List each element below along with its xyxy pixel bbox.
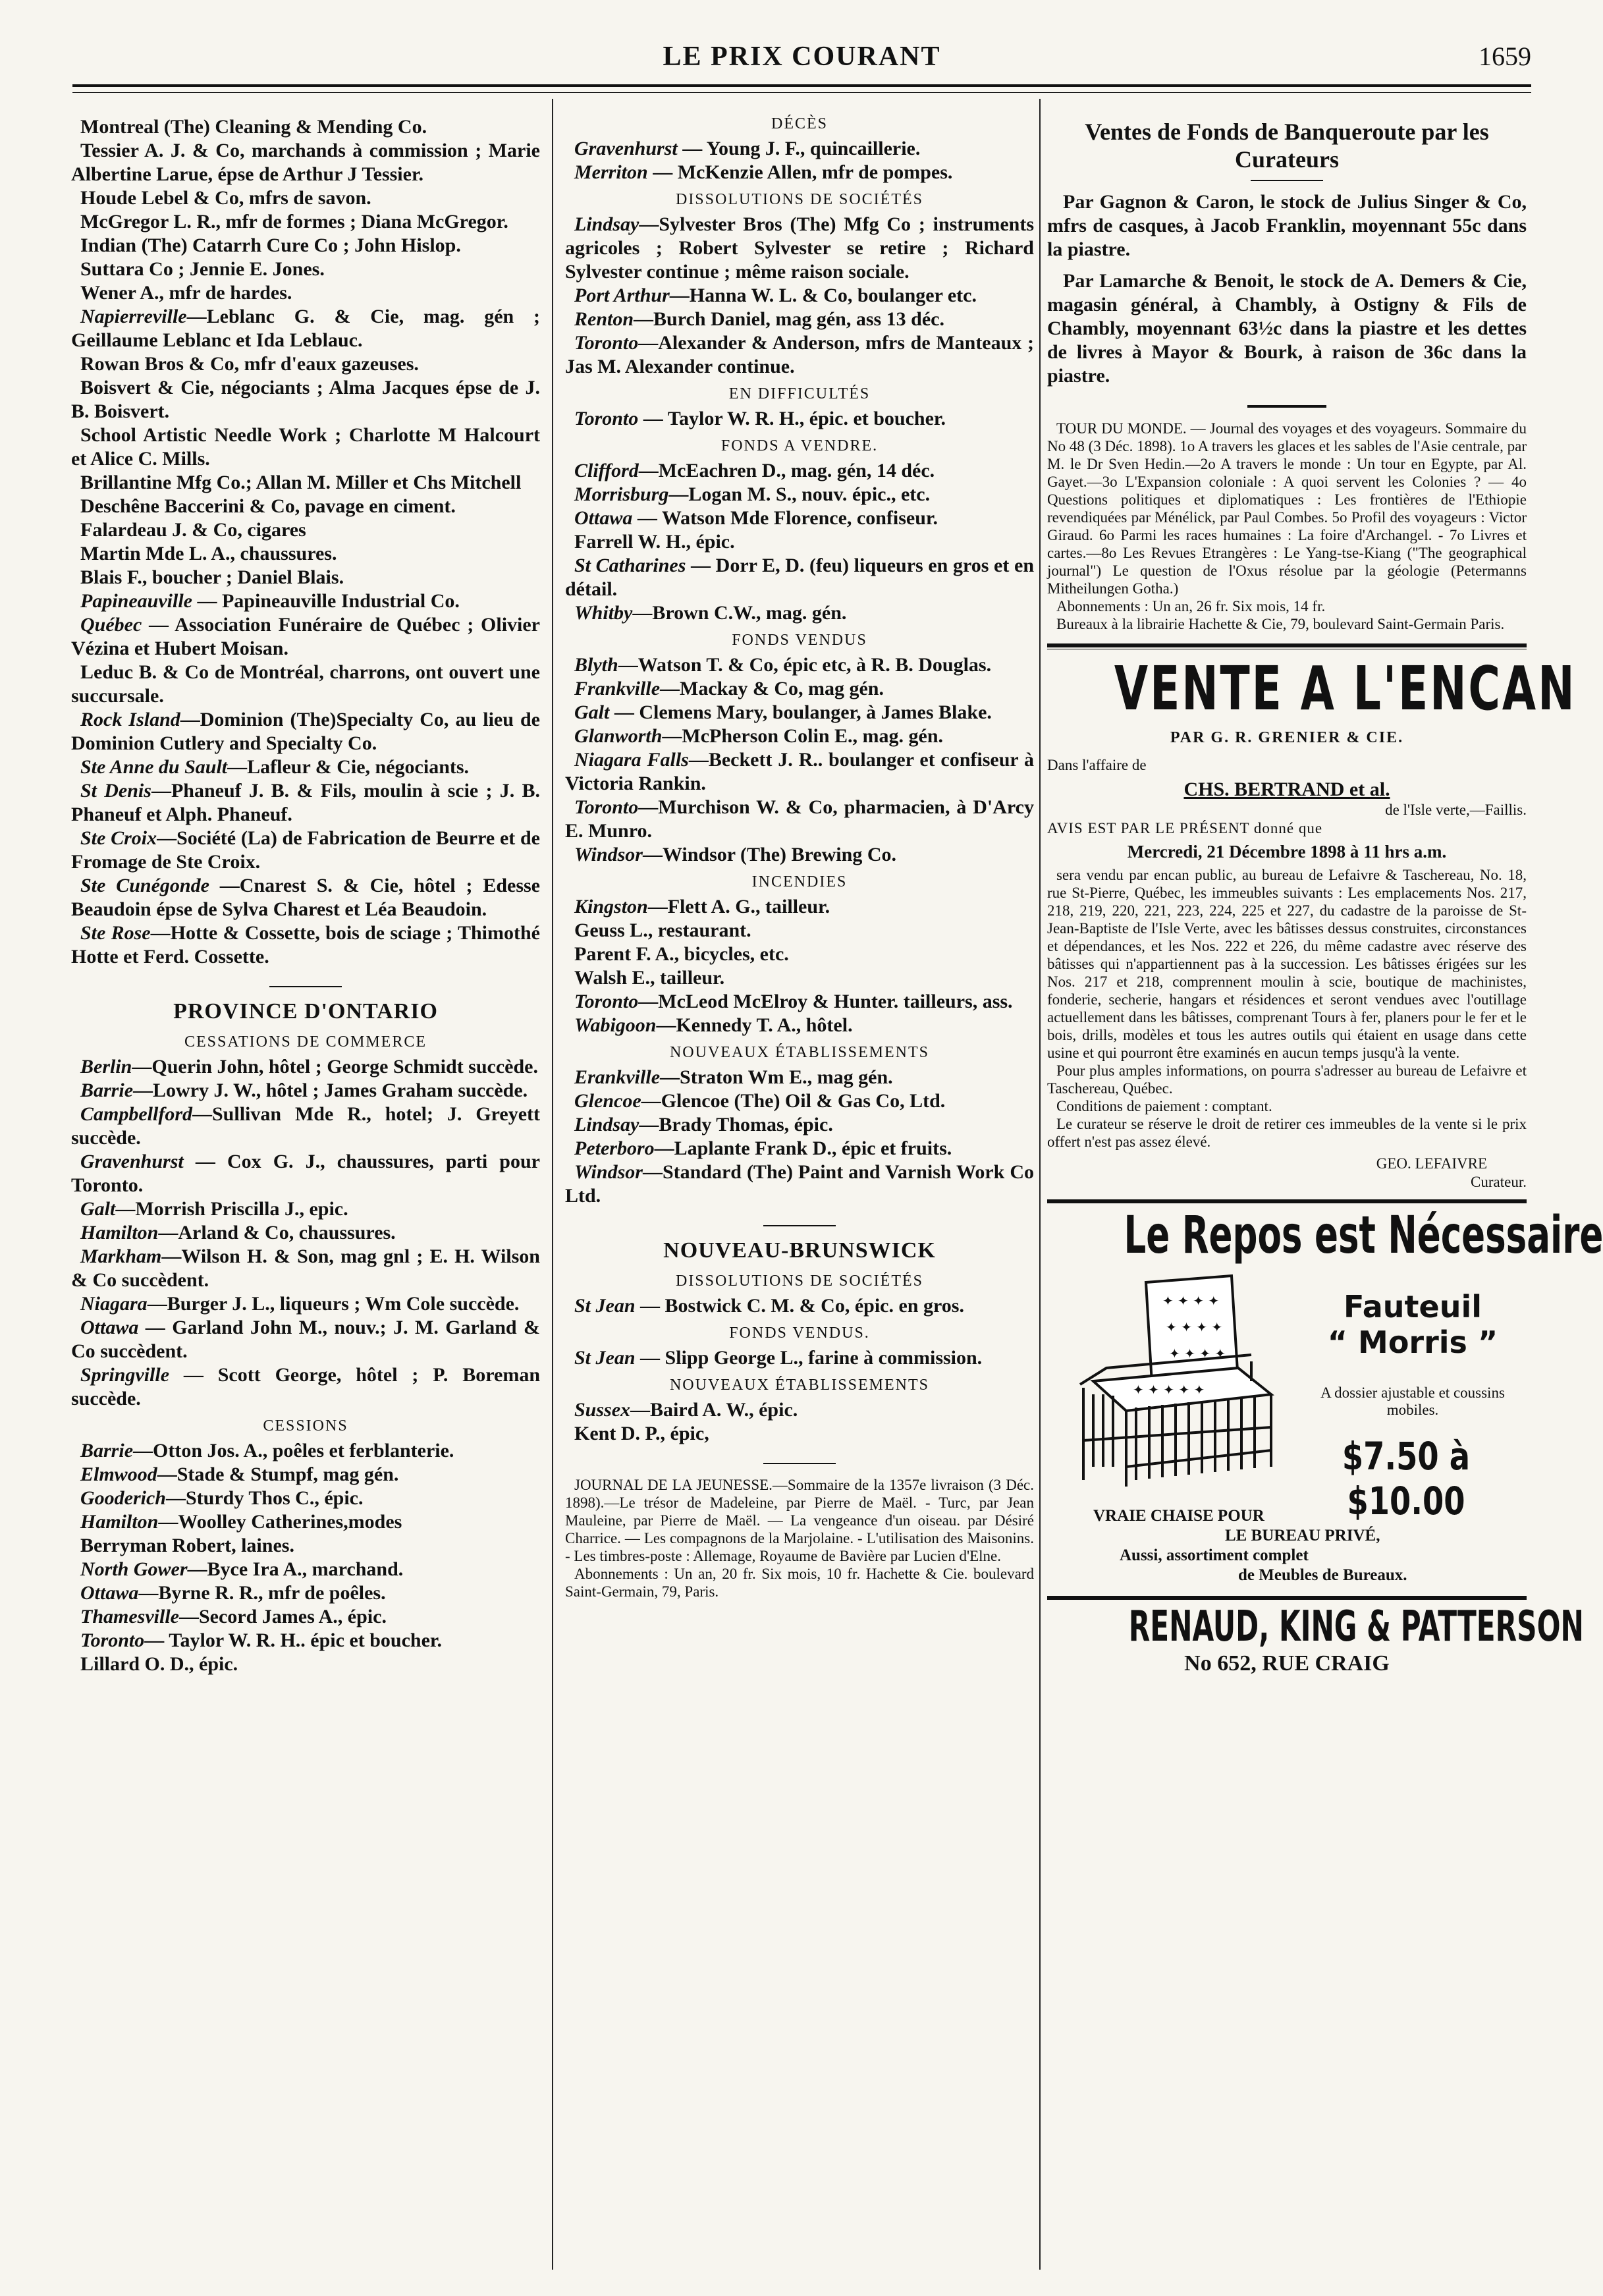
place-name: Niagara Falls [574,749,689,771]
tour-du-monde-notice [1047,420,1527,633]
list-item [565,843,1034,867]
list-item [71,1150,540,1197]
list-item [71,1439,540,1463]
encan-dans: Dans l'affaire de [1047,757,1147,773]
entry-text: —Murchison W. & Co, pharmacien, à D'Arcy E. Munro. [565,796,1034,842]
company-name: RENAUD, KING & PATTERSON [1128,1602,1584,1651]
entry-text: —Lafleur & Cie, négociants. [227,756,470,778]
list-item [71,589,540,613]
list-item [565,1161,1034,1208]
list-item [71,1463,540,1487]
list-item [71,1605,540,1629]
subsection-title: FONDS VENDUS [732,632,867,649]
place-name: Gravenhurst [574,138,678,159]
dissolutions-list [565,213,1034,379]
list-item [71,1079,540,1103]
list-item [71,1245,540,1292]
entry-text: —Sylvester Bros (The) Mfg Co ; instruments agricoles ; Robert Sylvester se retire ; Richard Sylvester continue ; même raison sociale. [565,213,1034,283]
entry-text: Brillantine Mfg Co.; Allan M. Miller et Chs Mitchell [80,472,522,493]
place-name: Peterboro [574,1137,655,1159]
place-name: Hamilton [80,1222,159,1244]
column-divider [1039,99,1041,2270]
entry-text: —Dominion (The)Specialty Co, au lieu de Dominion Cutlery and Specialty Co. [71,709,540,754]
place-name: Ste Rose [80,922,151,944]
place-name: Lindsay [574,1114,639,1135]
list-item [565,724,1034,748]
place-name: Merriton [574,161,648,183]
section-title: NOUVEAU-BRUNSWICK [663,1238,936,1263]
encan-role: Curateur. [1471,1174,1527,1190]
vente-paragraph: Par Lamarche & Benoit, le stock de A. Demers & Cie, magasin général, à Chambly, à Ostigny & Fils de Chambly, moyennant 63½c dans la piastre et les dettes de livres à Mayor & Bourk, à raison de 36c dans la piastre. [1047,270,1527,387]
fonds-vendus-list [565,653,1034,867]
place-name: Ottawa [80,1317,139,1338]
header-rule [72,84,1531,87]
nouveaux-list [565,1066,1034,1208]
list-item [71,566,540,589]
entry-text: —Wilson H. & Son, mag gnl ; E. H. Wilson & Co succèdent. [71,1245,540,1291]
list-item [565,554,1034,601]
list-item [71,352,540,376]
svg-text:✦ ✦ ✦ ✦: ✦ ✦ ✦ ✦ [1169,1346,1226,1361]
place-name: Wabigoon [574,1014,657,1036]
entry-text: —Brady Thomas, épic. [639,1114,833,1135]
entry-text: —Straton Wm E., mag gén. [660,1066,893,1088]
entry-text: — Papineauville Industrial Co. [192,590,460,612]
difficultes-list [565,407,1034,431]
entry-text: —Morrish Priscilla J., epic. [115,1198,348,1220]
entry-text: Geuss L., restaurant. [574,919,751,941]
entry-text: Lillard O. D., épic. [80,1653,238,1675]
incendies-list [565,895,1034,1037]
entry-text: Deschêne Baccerini & Co, pavage en ciment. [80,495,456,517]
entry-text: —Sturdy Thos C., épic. [166,1487,364,1509]
cessions-list [71,1439,540,1676]
place-name: Ottawa [574,507,633,529]
list-item [71,1316,540,1363]
place-name: Toronto [574,408,639,429]
entry-text: — Young J. F., quincaillerie. [677,138,921,159]
entry-text: —Mackay & Co, mag gén. [660,678,884,699]
entry-text: — Dorr E, D. (feu) liqueurs en gros et en détail. [565,555,1035,600]
section-rule [763,1463,836,1464]
place-name: Hamilton [80,1511,159,1533]
encan-conditions: Conditions de paiement : comptant. [1056,1098,1272,1114]
place-name: Barrie [80,1080,134,1101]
list-item [565,1066,1034,1089]
column-2 [565,115,1034,2270]
encan-title: VENTE A L'ENCAN [1114,653,1577,724]
list-item [71,613,540,661]
place-name: Sussex [574,1399,631,1421]
list-item [71,376,540,424]
list-item [71,1581,540,1605]
entry-text: — Watson Mde Florence, confiseur. [632,507,938,529]
fauteuil-word: Fauteuil [1344,1289,1482,1325]
place-name: Blyth [574,654,618,676]
place-name: Lindsay [574,213,639,235]
subsection-title: CESSIONS [263,1417,348,1435]
entry-text: —Burger J. L., liqueurs ; Wm Cole succède. [147,1293,520,1315]
encan-avis: AVIS EST PAR LE PRÉSENT donné que [1047,820,1323,836]
entry-text: Parent F. A., bicycles, etc. [574,943,789,965]
subsection-title: NOUVEAUX ÉTABLISSEMENTS [669,1044,930,1061]
list-item [565,966,1034,990]
assortiment-line-2: de Meubles de Bureaux. [1238,1566,1407,1584]
subsection-title: NOUVEAUX ÉTABLISSEMENTS [669,1377,930,1394]
entry-text: — Bostwick C. M. & Co, épic. en gros. [635,1295,964,1317]
column-3 [1047,115,1603,2270]
list-item [565,213,1034,284]
place-name: Toronto [574,332,639,354]
place-name: Toronto [574,991,639,1012]
place-name: Niagara [80,1293,148,1315]
vente-paragraph: Par Gagnon & Caron, le stock de Julius Singer & Co, mfrs de casques, à Jacob Franklin, moyennant 55c dans la piastre. [1047,191,1527,260]
entry-text: Leduc B. & Co de Montréal, charrons, ont ouvert une succursale. [71,661,540,707]
list-item [565,701,1034,724]
list-item [71,518,540,542]
subsection-title: FONDS A VENDRE. [720,437,879,454]
entry-text: —Baird A. W., épic. [630,1399,798,1421]
list-item: Suttara Co ; Jennie E. Jones. [80,258,325,280]
entry-text: —Byrne R. R., mfr de poêles. [138,1582,386,1604]
nb-nouveaux-list [565,1398,1034,1446]
place-name: Erankville [574,1066,661,1088]
column-1 [71,115,540,2270]
list-item: Indian (The) Catarrh Cure Co ; John Hislop. [80,234,461,256]
list-item [565,1398,1034,1422]
entry-text: —Sullivan Mde R., hotel; J. Greyett succède. [71,1103,540,1149]
list-item [71,305,540,352]
tour-subscription: Abonnements : Un an, 26 fr. Six mois, 14 fr. [1056,598,1326,615]
nb-dissolutions-list [565,1294,1034,1318]
list-item [71,542,540,566]
list-item [565,1294,1034,1318]
entry-text: —Byce Ira A., marchand. [187,1558,404,1580]
entry-text: Blais F., boucher ; Daniel Blais. [80,566,344,588]
ad-rule [1047,1596,1527,1600]
encan-signature: GEO. LEFAIVRE [1376,1155,1487,1172]
vraie-chaise-line-1: VRAIE CHAISE POUR [1093,1507,1264,1525]
entry-text: —Windsor (The) Brewing Co. [642,844,896,865]
list-item [71,471,540,495]
list-item [565,653,1034,677]
encan-ad [1047,653,1577,1191]
place-name: Ste Cunégonde [80,875,209,896]
entry-text: —Querin John, hôtel ; George Schmidt succède. [132,1056,538,1078]
list-item [565,748,1034,796]
entry-text: — McKenzie Allen, mfr de pompes. [647,161,953,183]
company-address: No 652, RUE CRAIG [1184,1651,1390,1676]
place-name: Glanworth [574,725,663,747]
list-item [71,779,540,827]
entry-text: — Cox G. J., chaussures, parti pour Toronto. [71,1151,540,1196]
page-number: 1659 [1479,41,1531,71]
list-item: Montreal (The) Cleaning & Mending Co. [80,116,427,138]
place-name: Ste Anne du Sault [80,756,228,778]
place-name: Berlin [80,1056,132,1078]
place-name: Kingston [574,896,648,917]
place-name: Gravenhurst [80,1151,184,1172]
section-rule [1251,180,1323,181]
deces-list [565,137,1034,184]
entry-text: —Laplante Frank D., épic et fruits. [654,1137,952,1159]
entry-text: —Hotte & Cossette, bois de sciage ; Thimothé Hotte et Ferd. Cossette. [71,922,540,968]
subsection-title: FONDS VENDUS. [729,1325,870,1342]
place-name: Ste Croix [80,827,157,849]
morris-chair-illustration [1054,1269,1304,1493]
entry-text: — Taylor W. R. H., épic. et boucher. [638,408,946,429]
list-item [565,895,1034,919]
entry-text: Rowan Bros & Co, mfr d'eaux gazeuses. [80,353,419,375]
place-name: Clifford [574,460,639,481]
repos-ad [1047,1206,1603,1585]
entry-text: Boisvert & Cie, négociants ; Alma Jacques épse de J. B. Boisvert. [71,377,540,422]
list-item [565,284,1034,308]
page-header [72,41,1531,87]
nb-fonds-vendus-list [565,1346,1034,1370]
list-item [565,601,1034,625]
entry-text: —Hanna W. L. & Co, boulanger etc. [669,285,977,306]
entry-text: —Woolley Catherines,modes [158,1511,402,1533]
entry-text: — Clemens Mary, boulanger, à James Blake. [609,701,992,723]
list-item [565,796,1034,843]
entry-text: —Flett A. G., tailleur. [647,896,830,917]
place-name: St Jean [574,1295,636,1317]
place-name: Rock Island [80,709,180,730]
list-item [565,990,1034,1014]
entry-text: — Slipp George L., farine à commission. [635,1347,983,1369]
subsection-title: DISSOLUTIONS DE SOCIÉTÉS [675,1272,923,1290]
list-item [565,1113,1034,1137]
list-item [71,1055,540,1079]
place-name: Galt [574,701,610,723]
list-item [565,530,1034,554]
entry-text: —Burch Daniel, mag gén, ass 13 déc. [634,308,944,330]
tour-summary: TOUR DU MONDE. — Journal des voyages et des voyageurs. Sommaire du No 48 (3 Déc. 1898). 1o A travers les glaces et les sables de l'Asie centrale, par M. le Dr Sven Hedin.—2o A travers le monde : Un tour en Egypte, par Al. Gayet.—3o L'Expansion coloniale : A quoi servent les Colonies ? — 4o Questions politiques et diplomatiques : Les frontières de l'Ethiopie revendiquées par Ménélick, par Paul Combes. 5o Profil des voyageurs : Victor Giraud. 6o Parmi les races humaines : La foire d'Archangel. - 7o Livres et cartes.—8o Les Revues Etrangères : Le Yang-tse-Kiang ("The geographical journal") Le question de l'Oxus résolue par la géologie (Petermanns Mitheilungen Gotha.) [1047,420,1527,597]
list-item [565,1089,1034,1113]
place-name: Toronto [574,796,639,818]
place-name: St Jean [574,1347,636,1369]
section-rule [269,986,342,987]
place-name: Port Arthur [574,285,670,306]
list-item [565,137,1034,161]
tour-bureau: Bureaux à la librairie Hachette & Cie, 79, boulevard Saint-Germain Paris. [1056,616,1505,632]
svg-text:✦ ✦ ✦ ✦: ✦ ✦ ✦ ✦ [1162,1293,1220,1309]
entry-text: —Alexander & Anderson, mfrs de Manteaux ; Jas M. Alexander continue. [565,332,1034,377]
entry-text: —Phaneuf J. B. & Fils, moulin à scie ; J. B. Phaneuf et Alph. Phaneuf. [71,780,540,825]
entry-text: —Lowry J. W., hôtel ; James Graham succède. [133,1080,528,1101]
place-name: Barrie [80,1440,134,1462]
list-item [565,1422,1034,1446]
list-item [71,755,540,779]
place-name: Whitby [574,602,633,624]
list-item [71,1629,540,1653]
place-name: Napierreville [80,306,187,327]
place-name: Papineauville [80,590,192,612]
entry-text: —Beckett J. R.. boulanger et confiseur à Victoria Rankin. [565,749,1035,794]
encan-locality: de l'Isle verte,—Faillis. [1385,802,1527,818]
entry-text: —McLeod McElroy & Hunter. tailleurs, ass. [638,991,1013,1012]
entry-text: —Logan M. S., nouv. épic., etc. [668,483,931,505]
list-item [71,1653,540,1676]
entry-text: School Artistic Needle Work ; Charlotte M Halcourt et Alice C. Mills. [71,424,540,470]
place-name: Renton [574,308,634,330]
list-item [71,921,540,969]
ad-rule [1047,643,1527,647]
list-item [565,919,1034,943]
encan-body: sera vendu par encan public, au bureau de Lefaivre & Taschereau, No. 18, rue St-Pierre, Québec, les immeubles suivants : Les emplacements Nos. 217, 218, 219, 220, 221, 223, 224, 225 et 227, du cadastre de la paroisse de St-Jean-Baptiste de l'Isle Verte, avec les bâtisses dessus construites, circonstances et dépendances, et les Nos. 222 et 226, du même cadastre avec réserve des bâtisses qui n'appartiennent pas à la succession. Les bâtisses érigées sur les Nos. 217 et 218, comprennent moulin à scie, boutique de machinistes, fonderie, secherie, hangars et résidences et seront vendues avec l'outillage actuellement dans les bâtisses, comprenant Tours à fer, planers pour le fer et le bois, drills, modèles et tous les autres outils qui étaient en usage dans cette usine et qui pourront être examinés en aucun temps jusqu'à la vente. [1047,867,1527,1061]
entry-text: —Société (La) de Fabrication de Beurre et de Fromage de Ste Croix. [71,827,540,873]
list-item [71,1487,540,1510]
list-item [71,1197,540,1221]
list-item [565,506,1034,530]
entry-text: — Garland John M., nouv.; J. M. Garland & Co succèdent. [71,1317,540,1362]
encan-body-block [1047,866,1527,1151]
subsection-title: INCENDIES [751,873,848,890]
svg-text:✦ ✦ ✦ ✦ ✦: ✦ ✦ ✦ ✦ ✦ [1133,1382,1205,1398]
entry-text: Farrell W. H., épic. [574,531,735,553]
entry-text: — Taylor W. R. H.. épic et boucher. [144,1629,442,1651]
list-item [565,161,1034,184]
list-item [71,1221,540,1245]
chair-features: A dossier ajustable et coussins mobiles. [1320,1384,1505,1418]
quebec-entries [71,115,540,305]
encan-auctioneer: PAR G. R. GRENIER & CIE. [1170,729,1404,746]
entry-text: Walsh E., tailleur. [574,967,725,989]
place-name: Elmwood [80,1463,157,1485]
encan-more-info: Pour plus amples informations, on pourra s'adresser au bureau de Lefaivre et Taschereau, Québec. [1047,1062,1527,1097]
list-item [565,943,1034,966]
encan-party: CHS. BERTRAND et al. [1183,779,1390,800]
list-item: Wener A., mfr de hardes. [80,282,292,304]
place-name: Windsor [574,844,643,865]
journal-title: LE PRIX COURANT [663,41,941,72]
list-item [565,483,1034,506]
svg-text:✦ ✦ ✦ ✦: ✦ ✦ ✦ ✦ [1166,1319,1223,1335]
subsection-title: CESSATIONS DE COMMERCE [184,1033,427,1051]
entry-text: —McPherson Colin E., mag. gén. [662,725,944,747]
place-name: Markham [80,1245,162,1267]
list-item [565,1014,1034,1037]
list-item [565,407,1034,431]
list-item [71,1558,540,1581]
place-name: Windsor [574,1161,643,1183]
fonds-a-vendre-list [565,459,1034,625]
list-item [565,1137,1034,1161]
section-title: PROVINCE D'ONTARIO [173,999,438,1024]
place-name: Springville [80,1364,170,1386]
list-item [71,424,540,471]
place-name: Thamesville [80,1606,179,1627]
list-item [71,827,540,874]
list-item [71,495,540,518]
list-item [565,677,1034,701]
section-rule [1247,405,1326,408]
subsection-title: EN DIFFICULTÉS [728,385,871,402]
entry-text: Kent D. P., épic, [574,1423,709,1444]
column-divider [552,99,553,2270]
entry-text: —Otton Jos. A., poêles et ferblanterie. [133,1440,454,1462]
list-item [565,331,1034,379]
header-rule-thin [72,92,1531,93]
entry-text: Martin Mde L. A., chaussures. [80,543,337,564]
place-name: Campbellford [80,1103,192,1125]
list-item [71,1510,540,1534]
place-name: Galt [80,1198,116,1220]
entry-text: —Secord James A., épic. [178,1606,387,1627]
entry-text: —Brown C.W., mag. gén. [632,602,847,624]
entry-text: —Arland & Co, chaussures. [158,1222,396,1244]
list-item [565,1346,1034,1370]
list-item [71,1103,540,1150]
vraie-chaise-line-2: LE BUREAU PRIVÉ, [1225,1527,1380,1544]
place-name: Toronto [80,1629,145,1651]
chair-price: $7.50 à $10.00 [1342,1434,1471,1523]
ventes-title: Ventes de Fonds de Banqueroute par les Curateurs [1085,119,1489,173]
place-name: Frankville [574,678,661,699]
place-name: Morrisburg [574,483,669,505]
list-item: Houde Lebel & Co, mfrs de savon. [80,187,371,209]
entry-text: — Association Funéraire de Québec ; Olivier Vézina et Hubert Moisan. [71,614,540,659]
journal-jeunesse-notice [565,1476,1034,1600]
list-item [71,708,540,755]
place-name: Glencoe [574,1090,641,1112]
morris-word: “ Morris ” [1327,1325,1498,1360]
place-name: St Catharines [574,555,686,576]
repos-title: Le Repos est Nécessaire [1124,1206,1603,1265]
list-item [71,1363,540,1411]
list-item [71,874,540,921]
entry-text: — Scott George, hôtel ; P. Boreman succède. [71,1364,540,1409]
place-name: Ottawa [80,1582,139,1604]
ad-rule [1047,1199,1527,1203]
cessations-list [71,1055,540,1411]
fauteuil-label [1304,1289,1521,1360]
section-rule [763,1225,836,1226]
subsection-title: DISSOLUTIONS DE SOCIÉTÉS [675,191,923,208]
entry-text: Berryman Robert, laines. [80,1535,294,1556]
place-name: Gooderich [80,1487,166,1509]
entry-text: Falardeau J. & Co, cigares [80,519,306,541]
place-name: North Gower [80,1558,188,1580]
list-item: McGregor L. R., mfr de formes ; Diana McGregor. [80,211,508,232]
list-item [565,308,1034,331]
subsection-title: DÉCÈS [771,115,828,132]
journal-summary: JOURNAL DE LA JEUNESSE.—Sommaire de la 1357e livraison (3 Déc. 1898).—Le trésor de Madeleine, par Pierre de Maël. - Turc, par Jean Mauleine, par Pierre de Maël. — La vengeance d'un oiseau. par Désiré Charrice. — Les compagnons de la Marjolaine. - L'utilisation des Maisonins. - Les timbres-poste : Allemage, Royaume de Bavière par Lucien d'Elne. [565,1477,1034,1564]
entry-text: —Stade & Stumpf, mag gén. [157,1463,399,1485]
encan-curator-note: Le curateur se réserve le droit de retirer ces immeubles de la vente si le prix offert n'est pas assez élevé. [1047,1116,1527,1150]
entry-text: —Glencoe (The) Oil & Gas Co, Ltd. [641,1090,946,1112]
journal-subscription: Abonnements : Un an, 20 fr. Six mois, 10 fr. Hachette & Cie. boulevard Saint-Germain, 79, Paris. [565,1566,1034,1600]
entry-text: —Kennedy T. A., hôtel. [656,1014,853,1036]
entry-text: —Standard (The) Paint and Varnish Work Co Ltd. [565,1161,1034,1207]
entry-text: —Leblanc G. & Cie, mag. gén ; Geillaume Leblanc et Ida Leblauc. [71,306,540,351]
list-item [71,661,540,708]
list-item [565,459,1034,483]
place-name: St Denis [80,780,151,802]
assortiment-line-1: Aussi, assortiment complet [1120,1546,1309,1564]
list-item [71,1292,540,1316]
list-item [71,1534,540,1558]
list-item: Tessier A. J. & Co, marchands à commission ; Marie Albertine Larue, épse de Arthur J Tessier. [71,140,540,185]
place-name: Québec [80,614,142,636]
entry-text: —Watson T. & Co, épic etc, à R. B. Douglas. [618,654,992,676]
quebec-place-entries [71,305,540,969]
encan-date: Mercredi, 21 Décembre 1898 à 11 hrs a.m. [1127,842,1447,861]
entry-text: —Cnarest S. & Cie, hôtel ; Edesse Beaudoin épse de Sylva Charest et Léa Beaudoin. [71,875,540,920]
entry-text: —McEachren D., mag. gén, 14 déc. [638,460,935,481]
